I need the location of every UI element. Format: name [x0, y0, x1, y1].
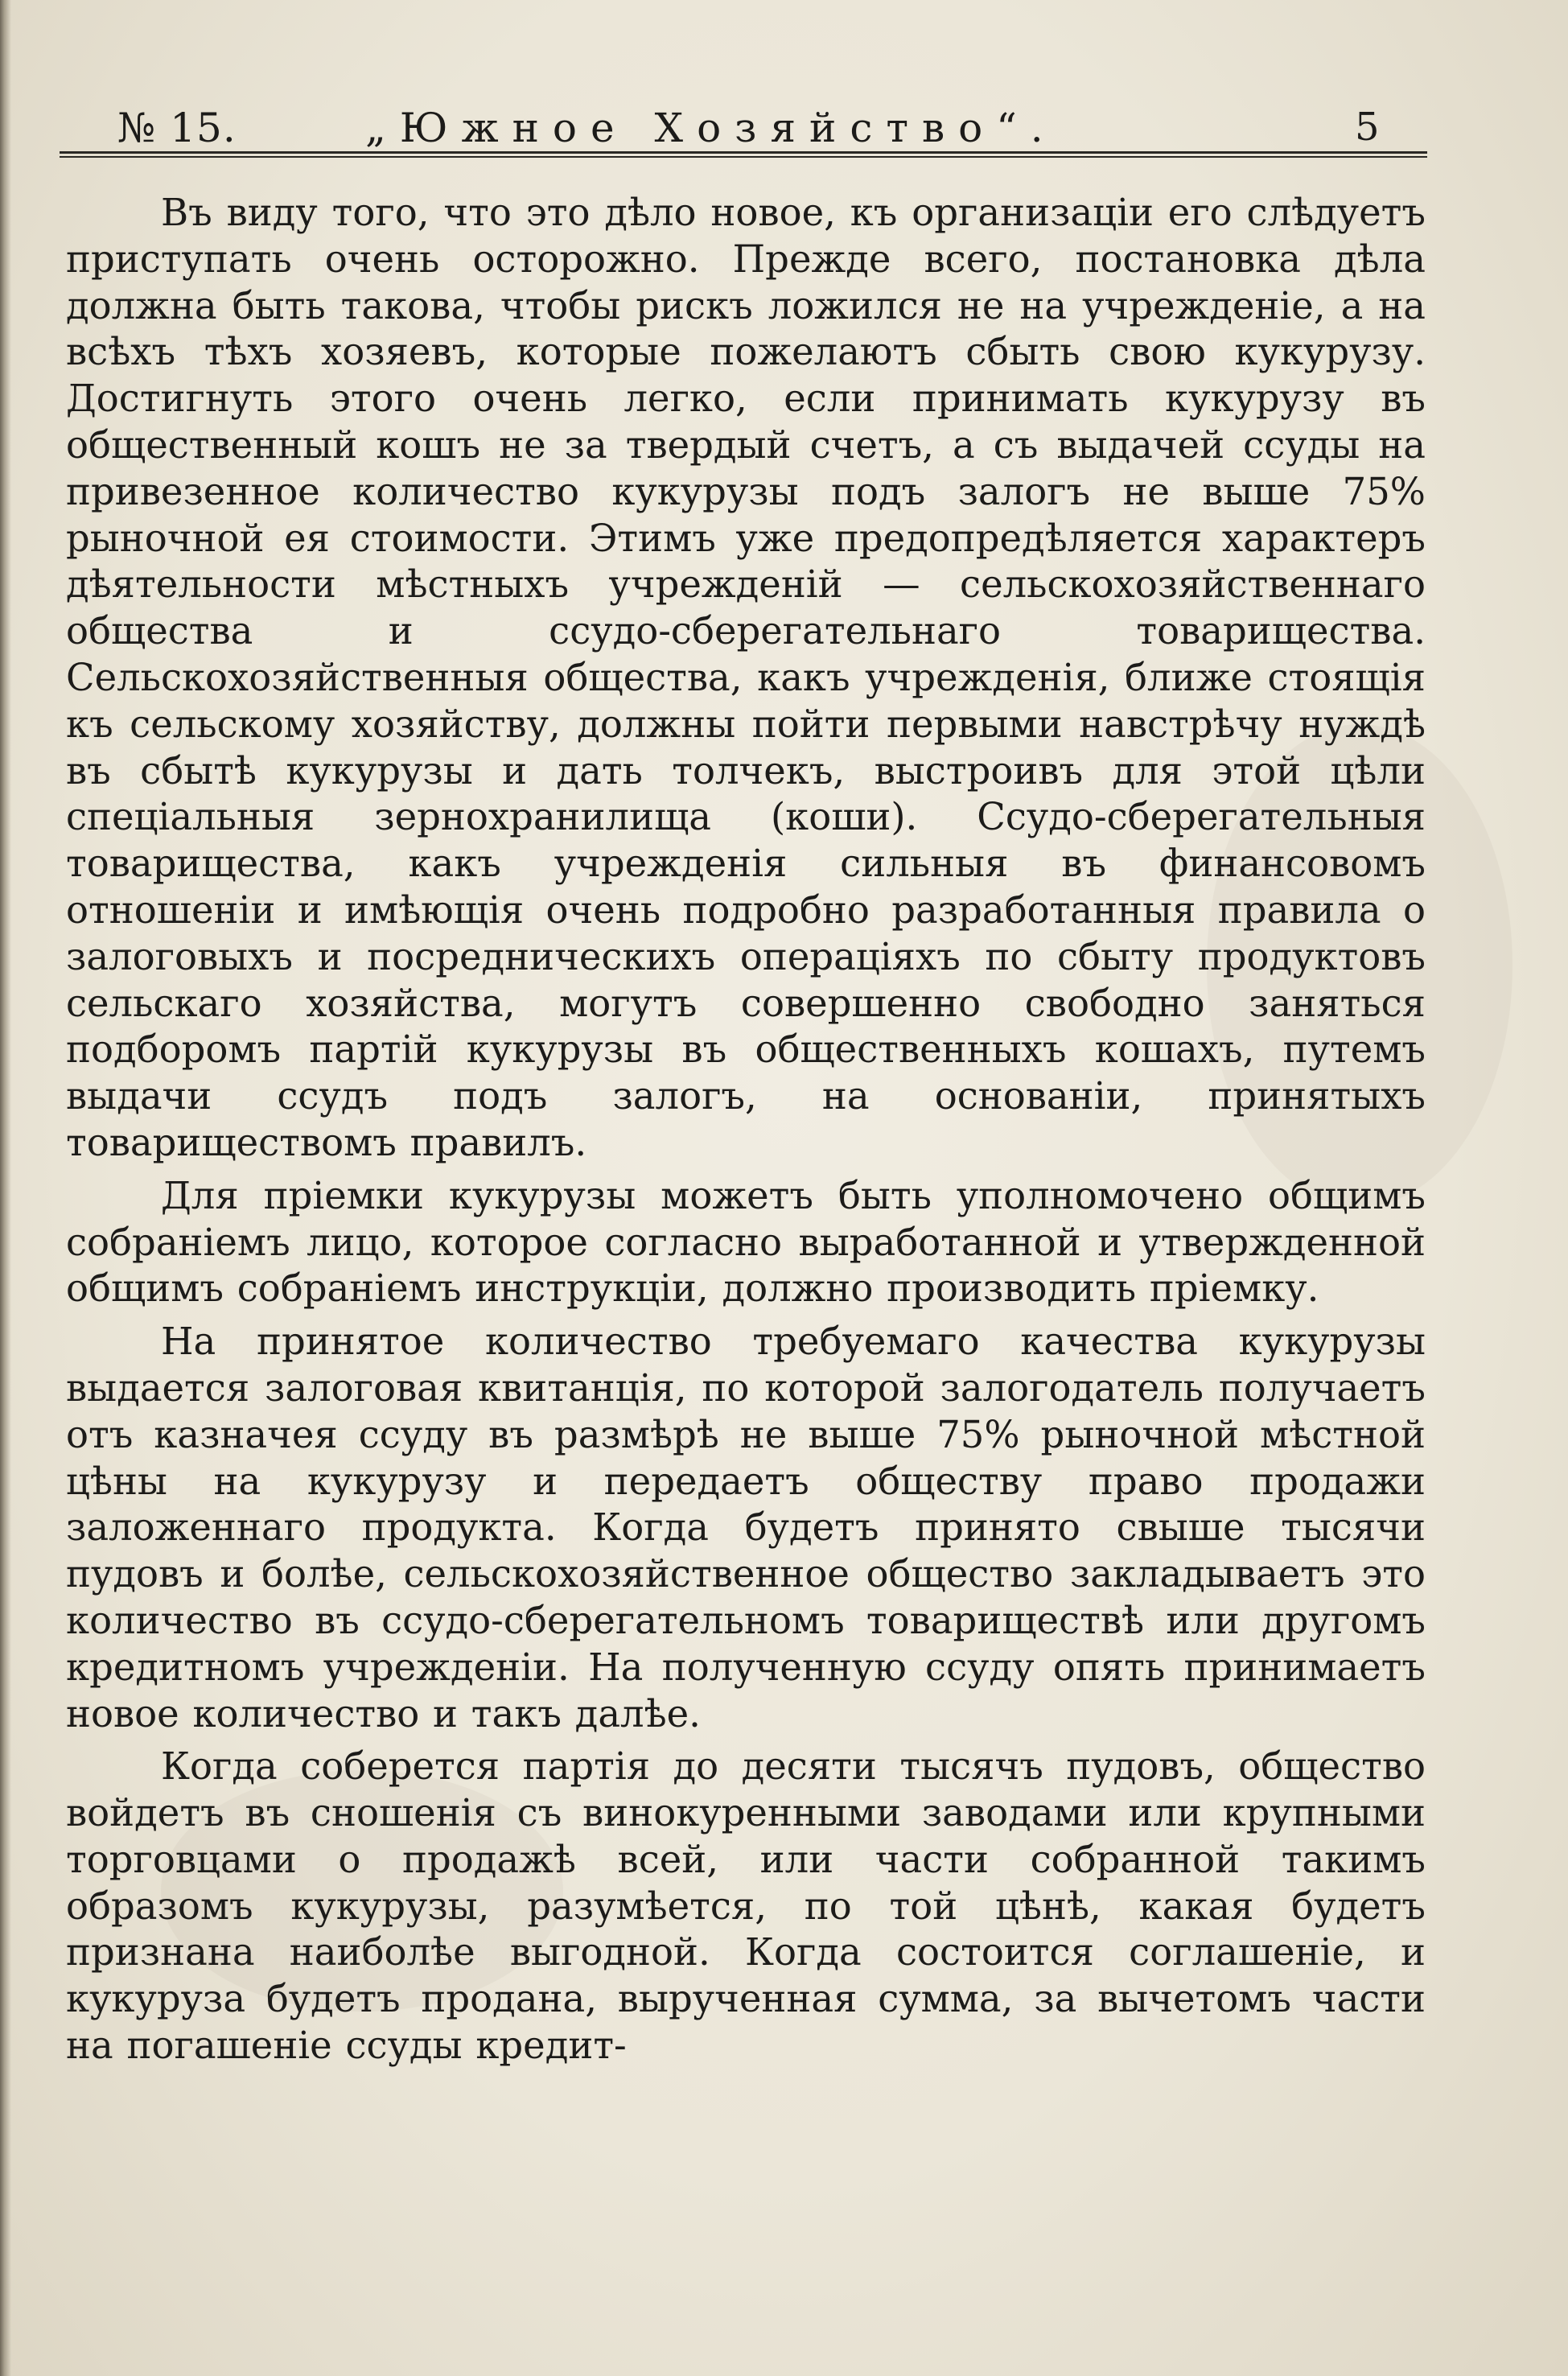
issue-number: № 15.	[117, 105, 237, 151]
paragraph: Для пріемки кукурузы можетъ быть уполномочено общимъ собраніемъ лицо, которое согласно выработанной и утвержденной общимъ собраніемъ инструкціи, должно производить пріемку.	[66, 1173, 1426, 1311]
paragraph: На принятое количество требуемаго качества кукурузы выдается залоговая квитанція, по которой залогодатель получаетъ отъ казначея ссуду въ размѣрѣ не выше 75% рыночной мѣстной цѣны на кукурузу и передаетъ обществу право продажи заложеннаго продукта. Когда будетъ принято свыше тысячи пудовъ и болѣе, сельскохозяйственное общество закладываетъ это количество въ ссудо-сберегательномъ товариществѣ или другомъ кредитномъ учрежденіи. На полученную ссуду опять принимаетъ новое количество и такъ далѣе.	[66, 1320, 1426, 1736]
header-rule	[60, 151, 1427, 158]
paragraph: Въ виду того, что это дѣло новое, къ организаціи его слѣдуетъ приступать очень осторожно. Прежде всего, постановка дѣла должна быть такова, чтобы рискъ ложился не на учрежденіе, а на всѣхъ тѣхъ хозяевъ, которые пожелаютъ сбыть свою кукурузу. Достигнуть этого очень легко, если принимать кукурузу въ общественный кошъ не за твердый счетъ, а съ выдачей ссуды на привезенное количество кукурузы подъ залогъ не выше 75% рыночной ея стоимости. Этимъ уже предопредѣляется характеръ дѣятельности мѣстныхъ учрежденій — сельскохозяйственнаго общества и ссудо-сберегательнаго товарищества. Сельскохозяйственныя общества, какъ учрежденія, ближе стоящія къ сельскому хозяйству, должны пойти первыми навстрѣчу нуждѣ въ сбытѣ кукурузы и дать толчекъ, выстроивъ для этой цѣли спеціальныя зернохранилища (коши). Ссудо-сберегательныя товарищества, какъ учрежденія сильныя въ финансовомъ отношеніи и имѣющія очень подробно разработанныя правила о залоговыхъ и посредническихъ операціяхъ по сбыту продуктовъ сельскаго хозяйства, могутъ совершенно свободно заняться подборомъ партій кукурузы въ общественныхъ кошахъ, путемъ выдачи ссудъ подъ залогъ, на основаніи, принятыхъ товариществомъ правилъ.	[66, 191, 1426, 1164]
page-binding-edge	[0, 0, 11, 2376]
paragraph: Когда соберется партія до десяти тысячъ пудовъ, общество войдетъ въ сношенія съ винокуренными заводами или крупными торговцами о продажѣ всей, или части собранной такимъ образомъ кукурузы, разумѣется, по той цѣнѣ, какая будетъ признана наиболѣе выгодной. Когда состоится соглашеніе, и кукуруза будетъ продана, вырученная сумма, за вычетомъ части на погашеніе ссуды кредит-	[66, 1744, 1426, 2068]
journal-title: „Южное Хозяйство“.	[365, 105, 1057, 151]
running-header	[60, 98, 1427, 154]
page-number: 5	[1355, 105, 1380, 150]
article-body	[66, 190, 1426, 2069]
